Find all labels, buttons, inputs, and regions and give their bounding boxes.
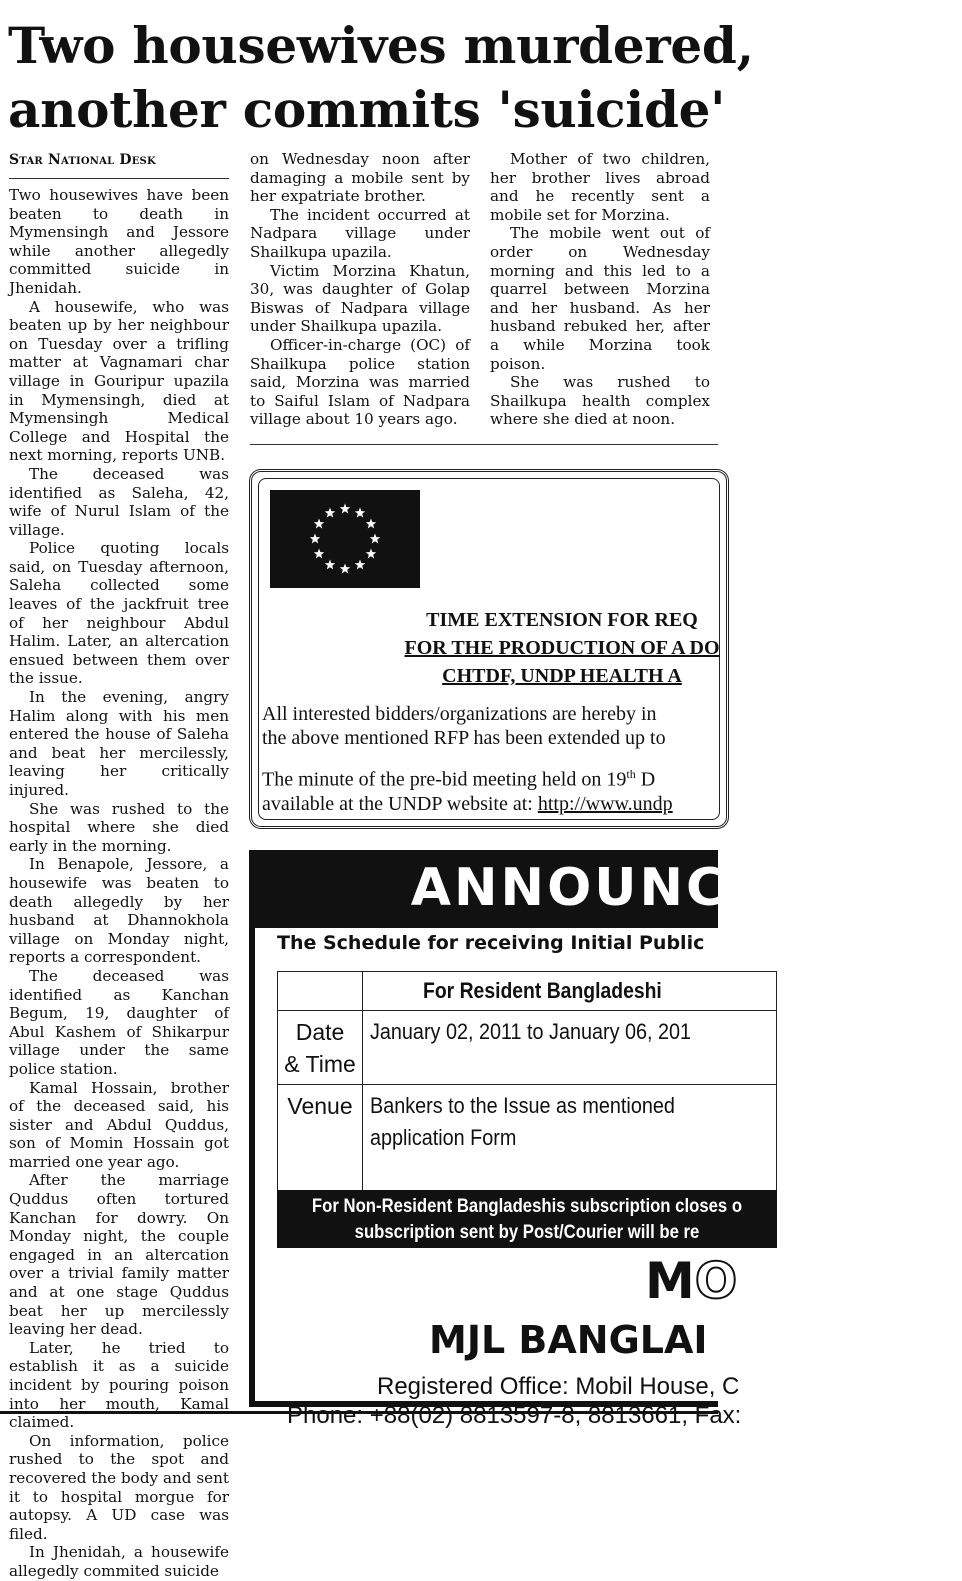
article-paragraph: Kamal Hossain, brother of the deceased said, his sister and Abdul Quddus, son of Momin Hossain got married one year ago. — [9, 1078, 229, 1171]
undp-website-link[interactable]: http://www.undp — [537, 792, 673, 815]
nonresident-notice — [277, 1190, 777, 1248]
article-paragraph: Police quoting locals said, on Tuesday afternoon, Saleha collected some leaves of the jackfruit tree of her neighbour Abdul Halim. Later, an altercation ensued between them over the issue. — [9, 539, 229, 688]
phone-fax: Phone: +88(02) 8813597-8, 8813661, Fax: — [287, 1402, 742, 1429]
article-paragraph: Victim Morzina Khatun, 30, was daughter of Golap Biswas of Nadpara village under Shailkupa upazila. — [250, 261, 470, 336]
article-paragraph: After the marriage Quddus often tortured Kanchan for dowry. On Monday night, the couple engaged in an altercation over a trivial family matter and at one stage Quddus beat her up mercilessly leaving her dead. — [9, 1171, 229, 1339]
article-paragraph: Officer-in-charge (OC) of Shailkupa police station said, Morzina was married to Saiful Islam of Nadpara village about 10 years ago. — [250, 335, 470, 429]
date-value: January 02, 2011 to January 06, 201 — [370, 1019, 692, 1044]
tender-paragraph-1-line-1: All interested bidders/organizations are hereby in — [262, 703, 657, 725]
announcement-title: ANNOUNC — [410, 858, 728, 918]
schedule-table — [277, 971, 777, 1191]
tender-title-line-2: FOR THE PRODUCTION OF A DO — [404, 637, 720, 659]
table-header-resident: For Resident Bangladeshi — [423, 978, 662, 1003]
tender-body — [262, 702, 962, 828]
article-bottom-divider — [250, 444, 718, 445]
registered-office: Registered Office: Mobil House, C — [377, 1373, 740, 1400]
article-paragraph: The deceased was identified as Kanchan Begum, 19, daughter of Abul Kashem of Shikarpur village under the same police station. — [9, 966, 229, 1078]
tender-title-line-3: CHTDF, UNDP HEALTH A — [442, 665, 682, 687]
nonresident-line-2: subscription sent by Post/Courier will be re — [354, 1222, 700, 1243]
tender-title — [252, 606, 872, 690]
article-paragraph: Two housewives have been beaten to death in Mymensingh and Jessore while another allegedly committed suicide in Jhenidah. — [9, 186, 229, 297]
venue-value-line-1: Bankers to the Issue as mentioned — [370, 1093, 675, 1118]
article-paragraph: On information, police rushed to the spot and recovered the body and sent it to hospital morgue for autopsy. A UD case was filed. — [9, 1431, 230, 1543]
table-row-divider — [278, 1010, 776, 1011]
byline: Star National Desk — [9, 152, 156, 168]
tender-notice — [249, 469, 729, 829]
article-paragraph: The mobile went out of order on Wednesday morning and this led to a quarrel between Morzina and her husband. As her husband rebuked her, after a while Morzina took poison. — [490, 224, 710, 373]
announcement-body — [255, 928, 743, 1429]
date-label — [278, 1016, 362, 1080]
company-logo — [645, 1253, 737, 1309]
article-paragraph: on Wednesday noon after damaging a mobile sent by her expatriate brother. — [250, 150, 470, 206]
venue-value-line-2: application Form — [370, 1125, 517, 1150]
article-paragraph: She was rushed to the hospital where she died early in the morning. — [9, 799, 229, 855]
article-paragraph: In the evening, angry Halim along with his men entered the house of Saleha and beat her mercilessly, leaving her critically injured. — [9, 688, 229, 799]
date-label-line-1: Date — [295, 1019, 345, 1045]
headline-line-2: another commits 'suicide' — [8, 80, 726, 139]
tender-paragraph-1 — [262, 702, 962, 750]
tender-paragraph-2 — [262, 762, 962, 816]
tender-paragraph-2-line-2: available at the UNDP website at: — [262, 792, 538, 815]
article-column-1 — [9, 186, 230, 1580]
logo-letter-o: O — [694, 1252, 738, 1310]
ipo-announcement — [249, 850, 743, 1429]
page-bottom-rule — [0, 1411, 718, 1414]
article-paragraph: In Benapole, Jessore, a housewife was beaten to death allegedly by her husband at Dhannokhola village on Monday night, reports a correspondent. — [9, 855, 229, 967]
tender-title-line-1: TIME EXTENSION FOR REQ — [426, 609, 698, 631]
nonresident-line-1: For Non-Resident Bangladeshis subscription closes o — [311, 1196, 743, 1217]
article-column-2 — [250, 150, 470, 429]
schedule-heading: The Schedule for receiving Initial Public — [277, 932, 705, 954]
tender-paragraph-1-line-2: the above mentioned RFP has been extended up to — [262, 727, 666, 749]
byline-divider — [9, 178, 229, 179]
venue-label: Venue — [287, 1093, 353, 1119]
date-label-line-2: & Time — [284, 1051, 356, 1077]
logo-letter-m: M — [645, 1252, 695, 1310]
article-paragraph: A housewife, who was beaten up by her neighbour on Tuesday over a trifling matter at Vagnamari char village in Gouripur upazila in Mymensingh, died at Mymensingh Medical College and Hospital the next morning, reports UNB. — [9, 297, 229, 465]
tender-date-suffix: th — [626, 767, 636, 781]
article-paragraph: Mother of two children, her brother lives abroad and he recently sent a mobile set for Morzina. — [490, 150, 710, 224]
company-name: MJL BANGLAI — [429, 1318, 708, 1362]
article-paragraph: Later, he tried to establish it as a suicide incident by pouring poison into her mouth, Kamal claimed. — [9, 1338, 229, 1432]
headline — [8, 14, 754, 142]
article-paragraph: The incident occurred at Nadpara village under Shailkupa upazila. — [250, 205, 470, 261]
eu-flag-icon — [270, 490, 420, 588]
headline-line-1: Two housewives murdered, — [8, 16, 754, 75]
article-paragraph: The deceased was identified as Saleha, 42, wife of Nurul Islam of the village. — [9, 464, 229, 539]
table-row-divider — [278, 1084, 776, 1085]
tender-paragraph-2-text: The minute of the pre-bid meeting held on 19 — [262, 768, 627, 791]
venue-value — [370, 1090, 675, 1154]
table-column-divider — [362, 972, 363, 1190]
article-paragraph: In Jhenidah, a housewife allegedly commited suicide — [9, 1543, 229, 1580]
article-column-3 — [490, 150, 710, 429]
tender-paragraph-2-tail: D — [635, 768, 656, 791]
article-paragraph: She was rushed to Shailkupa health complex where she died at noon. — [490, 373, 710, 429]
